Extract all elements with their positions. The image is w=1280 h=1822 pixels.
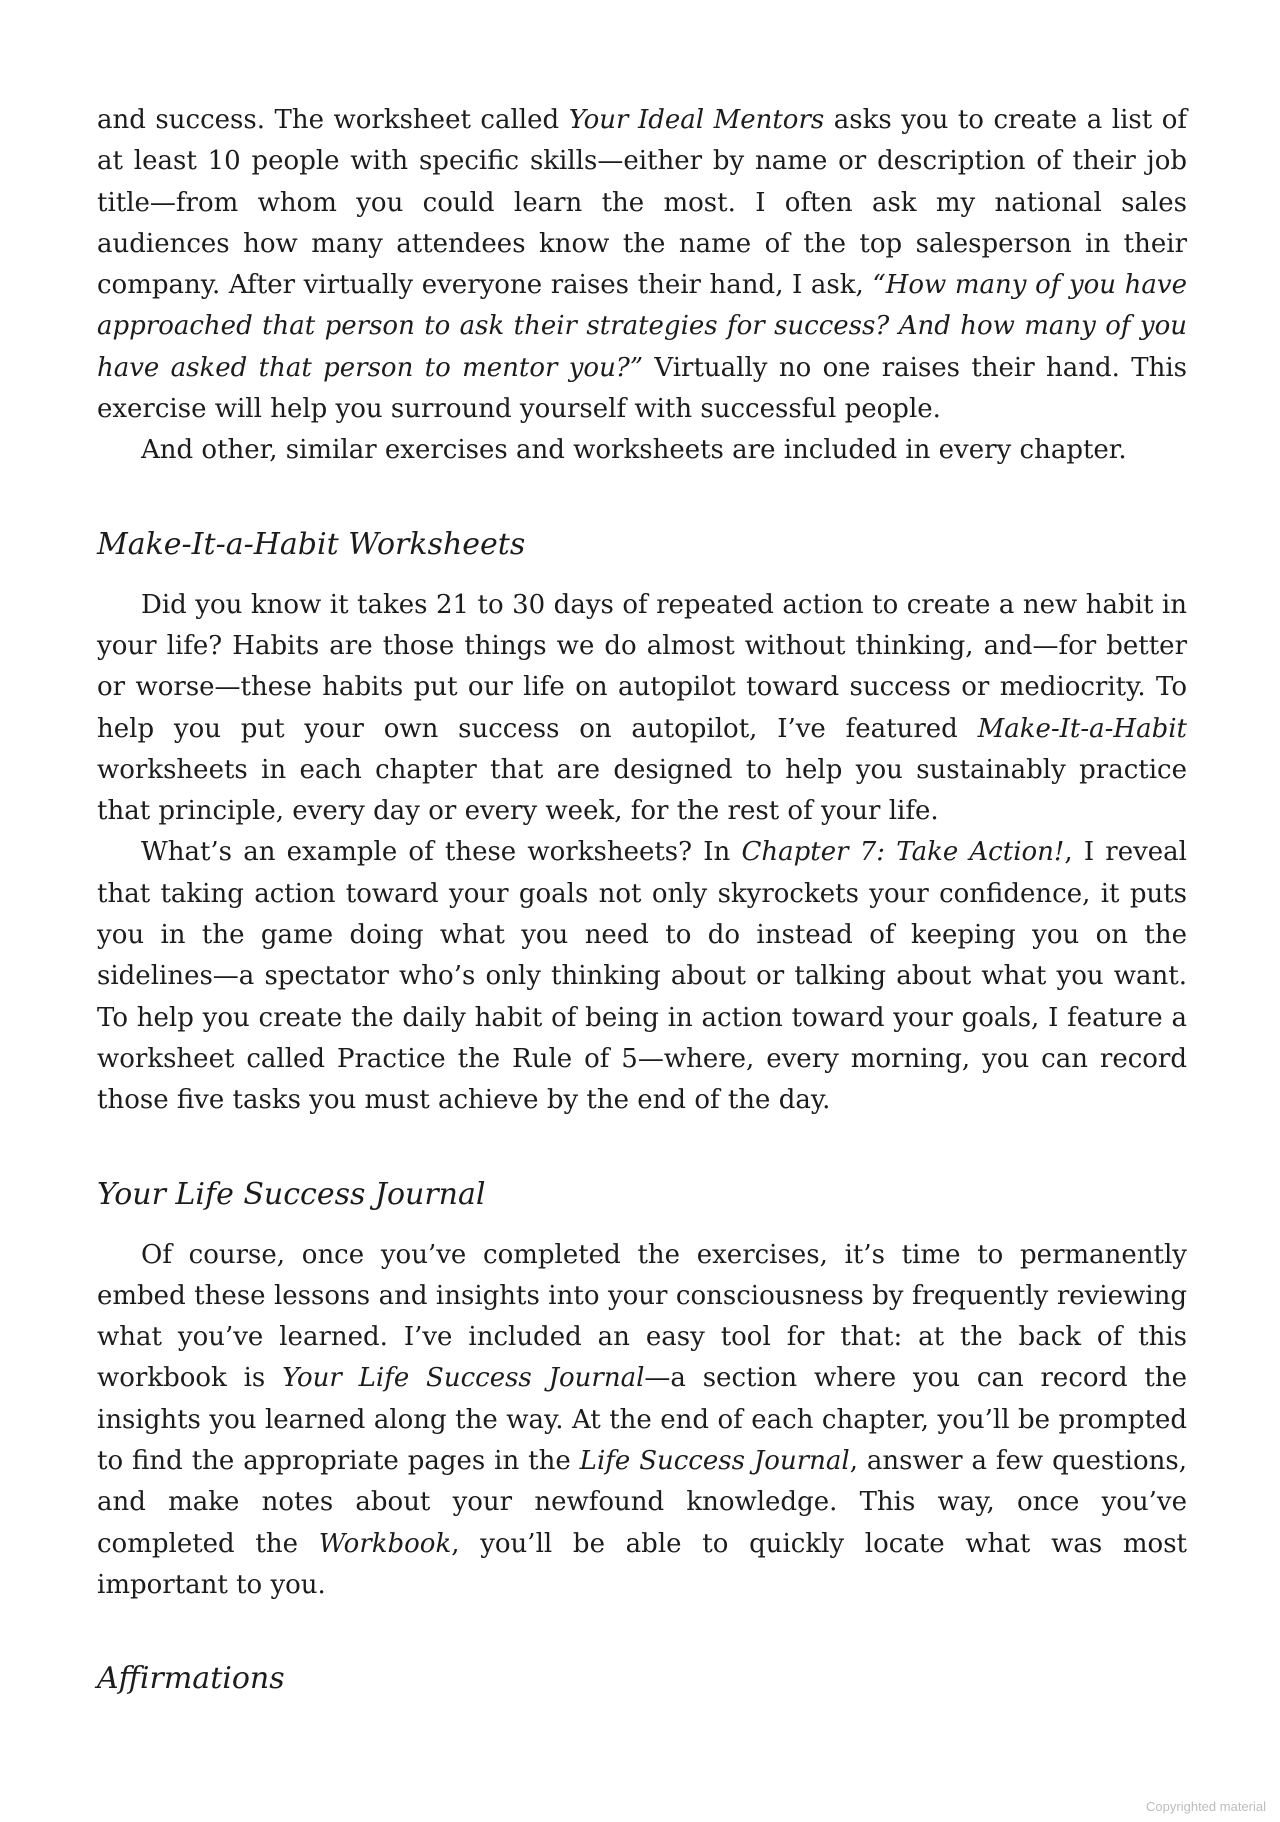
italic-quote: “How many of you have approached that person to ask their strategies for success? And how many of you have asked that person to mentor you?”	[97, 270, 1187, 383]
text-run: worksheets in each chapter that are designed to help you sustainably practice that principle, every day or every week, for the rest of your life.	[97, 754, 1187, 827]
italic-run: Make-It-a-Habit	[977, 713, 1187, 744]
text-run: and success. The worksheet called	[97, 105, 569, 135]
text-run: Did you know it takes 21 to 30 days of repeated action to create a new habit in your life? Habits are those things we do almost without thinking, and—for better or worse—these habits put our life on autopilot toward success or mediocrity. To help you put your own success on autopilot, I’ve featured	[97, 589, 1187, 744]
section-heading-habit: Make-It-a-Habit Worksheets	[97, 526, 526, 562]
text-run: —a section where you can record the insights you learned along the way. At the end of each chapter, you’ll be prompted to find the appropriate pages in the	[97, 1363, 1188, 1477]
text-run: , you’ll be able to quickly locate what was most important to you.	[97, 1528, 1187, 1600]
italic-run: Life Success Journal	[579, 1446, 850, 1477]
habit-paragraph-2	[97, 832, 1187, 1121]
section-heading-affirmations: Affirmations	[97, 1661, 285, 1697]
text-run: asks you to create a list of at least 10 people with specific skills—either by name or description of their job title—from whom you could learn the most. I often ask my national sales audiences how many attendees know the name of the top salesperson in their company. After virtually everyone raises their hand, I ask,	[97, 105, 1187, 301]
italic-run: Chapter 7: Take Action!	[741, 837, 1065, 868]
text-run: What’s an example of these worksheets? In	[141, 837, 742, 868]
italic-run: Your Ideal Mentors	[568, 105, 825, 135]
intro-paragraph-1	[97, 100, 1187, 430]
habit-paragraph-1	[97, 585, 1187, 833]
intro-paragraph-2: And other, similar exercises and worksheets are included in every chapter.	[141, 435, 1127, 466]
text-run: , answer a few questions, and make notes about your newfound knowledge. This way, once you’ve completed the	[97, 1446, 1187, 1559]
italic-run: Your Life Success Journal	[282, 1363, 645, 1394]
journal-paragraph-1	[97, 1235, 1187, 1607]
section-heading-journal: Your Life Success Journal	[97, 1176, 486, 1212]
text-run: Of course, once you’ve completed the exercises, it’s time to permanently embed these lessons and insights into your consciousness by frequently reviewing what you’ve learned. I’ve included an easy tool for that: at the back of this workbook is	[97, 1239, 1187, 1394]
copyright-notice: Copyrighted material	[1146, 1799, 1266, 1814]
text-run: , I reveal that taking action toward your goals not only skyrockets your confidence, it puts you in the game doing what you need to do instead of keeping you on the sidelines—a spectator who’s only thinking about or talking about what you want. To help you create the daily habit of being in action toward your goals, I feature a worksheet called Practice the Rule of 5—where, every morning, you can record those five tasks you must achieve by the end of the day.	[97, 837, 1187, 1116]
page-content	[97, 100, 1187, 1699]
italic-run: Workbook	[318, 1528, 452, 1559]
text-run: Virtually no one raises their hand. This exercise will help you surround yourself with successful people.	[97, 352, 1187, 425]
